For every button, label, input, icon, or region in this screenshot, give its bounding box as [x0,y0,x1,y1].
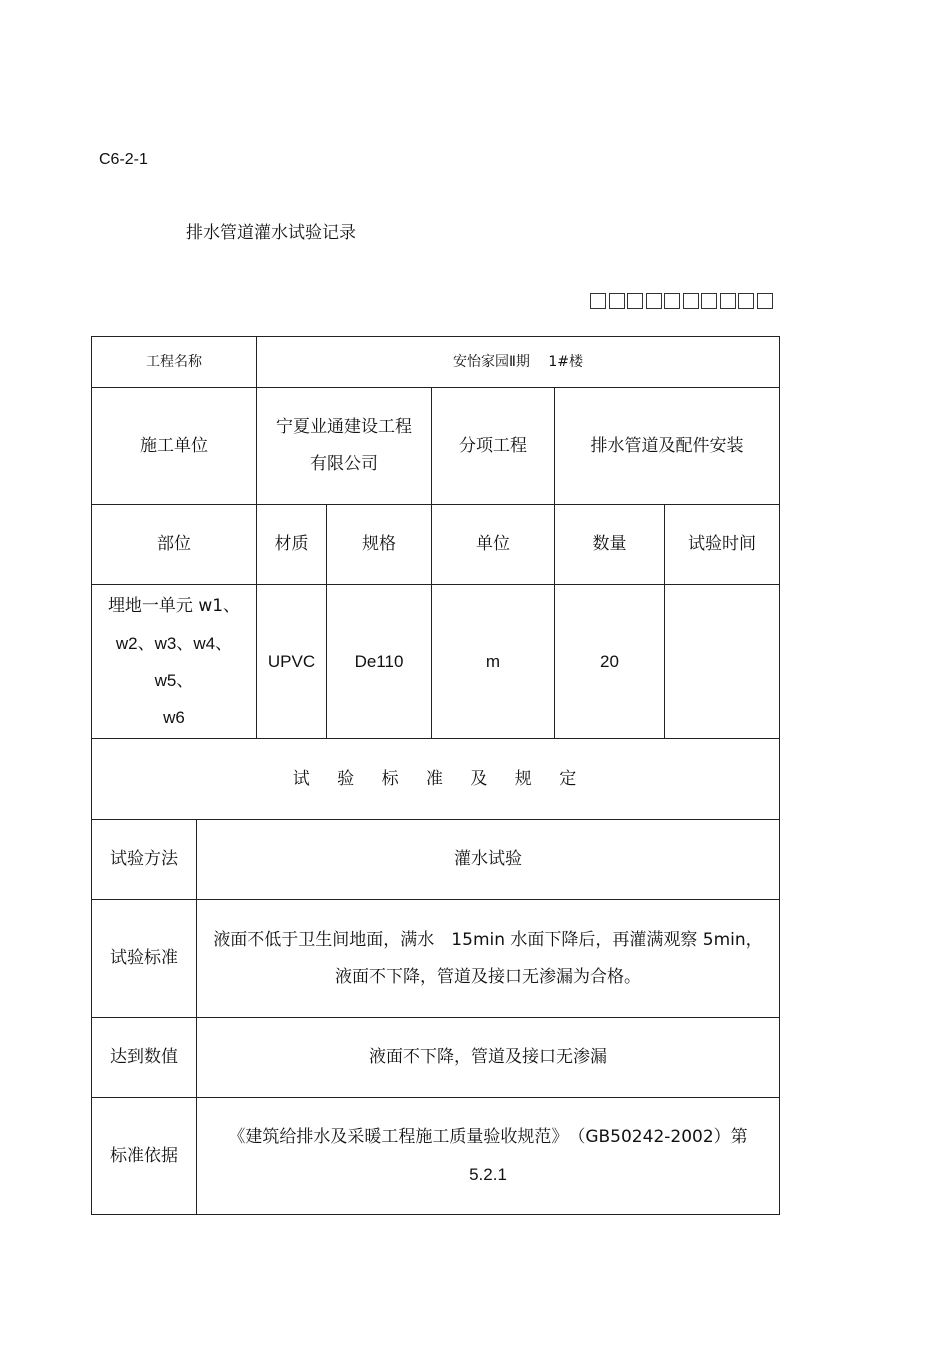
sub-project-value: 排水管道及配件安装 [555,388,780,505]
form-code: C6-2-1 [99,151,148,168]
test-method-value: 灌水试验 [197,820,780,900]
test-method-label: 试验方法 [92,820,197,900]
empty-box [664,293,680,309]
location-line3: w6 [163,707,185,727]
empty-box [590,293,606,309]
empty-box [701,293,717,309]
cell-unit: m [432,585,555,739]
cell-material: UPVC [257,585,327,739]
col-material: 材质 [257,505,327,585]
col-spec: 规格 [327,505,432,585]
test-standard-label: 试验标准 [92,900,197,1018]
standards-header: 试 验 标 准 及 规 定 [92,739,780,820]
standards-header-row [92,739,780,820]
project-name-label: 工程名称 [92,337,257,388]
construction-unit-row [92,388,780,505]
sub-project-label: 分项工程 [432,388,555,505]
empty-box [757,293,773,309]
test-standard-line2: 液面不下降，管道及接口无渗漏为合格。 [335,966,641,987]
construction-unit-label: 施工单位 [92,388,257,505]
construction-unit-value [257,388,432,505]
col-location: 部位 [92,505,257,585]
test-standard-row [92,900,780,1018]
achieved-value-value: 液面不下降，管道及接口无渗漏 [197,1018,780,1098]
col-test-time: 试验时间 [665,505,780,585]
location-line2: w2、w3、w4、w5、 [115,633,233,690]
cell-quantity: 20 [555,585,665,739]
column-header-row [92,505,780,585]
achieved-value-row [92,1018,780,1098]
cell-spec: De110 [327,585,432,739]
test-standard-value [197,900,780,1018]
test-standard-line1: 液面不低于卫生间地面，满水 15min 水面下降后，再灌满观察 5min， [213,929,763,950]
empty-box [720,293,736,309]
empty-box [683,293,699,309]
empty-box [627,293,643,309]
cell-test-time [665,585,780,739]
col-unit: 单位 [432,505,555,585]
construction-unit-line1: 宁夏业通建设工程 [276,417,412,437]
construction-unit-line2: 有限公司 [310,454,378,474]
basis-label: 标准依据 [92,1098,197,1215]
col-quantity: 数量 [555,505,665,585]
project-name-row [92,337,780,388]
project-name-value: 安怡家园Ⅱ期 1#楼 [257,337,780,388]
data-row [92,585,780,739]
header-boxes [590,287,775,311]
record-table [91,336,780,1215]
basis-line2: 5.2.1 [469,1165,507,1184]
empty-box [738,293,754,309]
cell-location [92,585,257,739]
document-title: 排水管道灌水试验记录 [186,223,356,243]
achieved-value-label: 达到数值 [92,1018,197,1098]
basis-value [197,1098,780,1215]
basis-line1: 《建筑给排水及采暖工程施工质量验收规范》 （GB50242-2002）第 [228,1127,748,1147]
empty-box [646,293,662,309]
basis-row [92,1098,780,1215]
location-line1: 埋地一单元 w1、 [107,595,241,616]
empty-box [609,293,625,309]
test-method-row [92,820,780,900]
